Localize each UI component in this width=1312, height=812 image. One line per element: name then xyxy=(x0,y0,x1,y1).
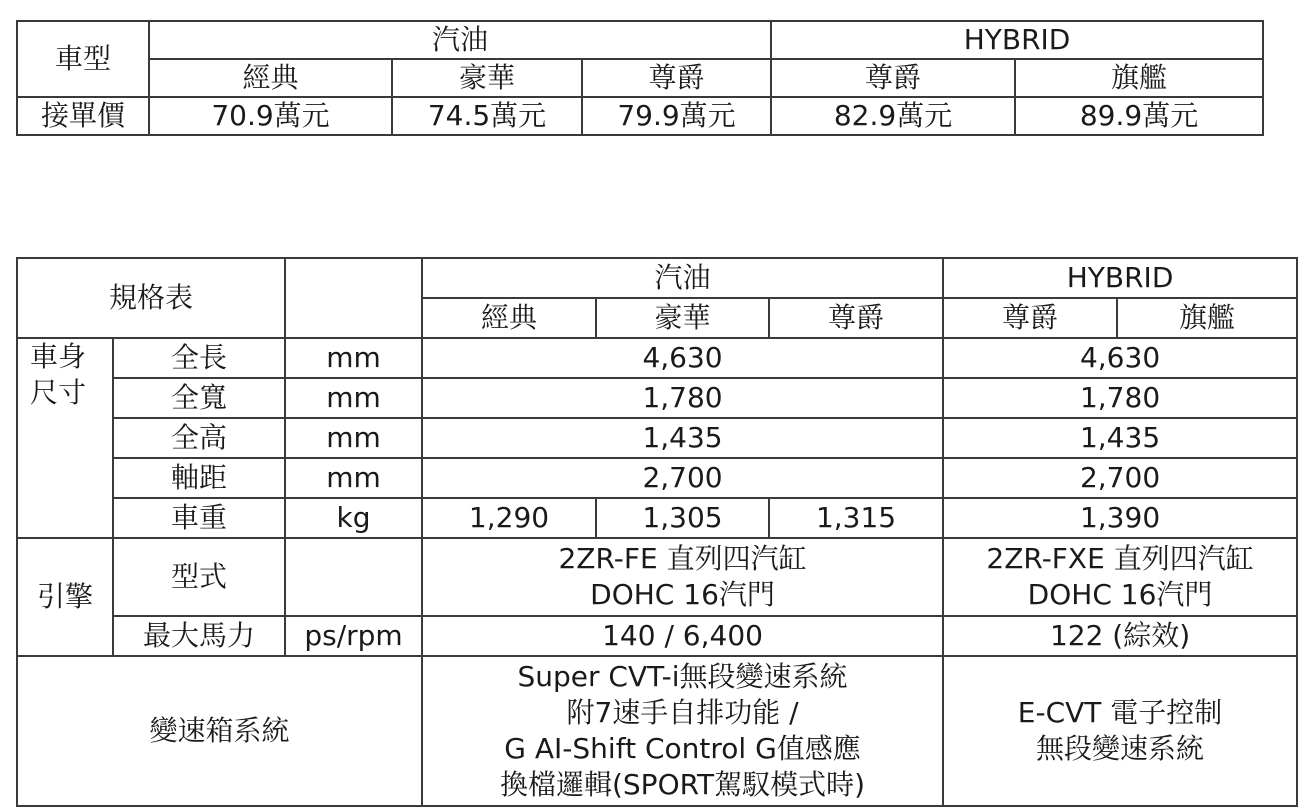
transmission-gasoline-line4: 換檔邏輯(SPORT駕馭模式時) xyxy=(499,768,866,801)
height-gasoline: 1,435 xyxy=(422,418,943,458)
transmission-hybrid-line1: E-CVT 電子控制 xyxy=(1017,696,1223,729)
length-label: 全長 xyxy=(113,338,285,378)
engine-type-unit xyxy=(285,538,422,616)
width-label: 全寬 xyxy=(113,378,285,418)
max-power-unit: ps/rpm xyxy=(285,616,422,656)
length-unit: mm xyxy=(285,338,422,378)
price-hybrid-premium: 82.9萬元 xyxy=(771,97,1015,135)
price-hybrid-flagship: 89.9萬元 xyxy=(1015,97,1263,135)
weight-classic: 1,290 xyxy=(422,498,596,538)
price-label: 接單價 xyxy=(17,97,149,135)
price-luxury: 74.5萬元 xyxy=(392,97,582,135)
spec-trim-hybrid-flagship: 旗艦 xyxy=(1117,298,1297,338)
price-table xyxy=(16,20,1264,136)
model-header: 車型 xyxy=(17,21,149,97)
length-gasoline: 4,630 xyxy=(422,338,943,378)
weight-luxury: 1,305 xyxy=(596,498,769,538)
transmission-gasoline-line2: 附7速手自排功能 / xyxy=(566,696,799,729)
engine-group: 引擎 xyxy=(17,538,113,656)
spec-hybrid-header: HYBRID xyxy=(943,258,1297,298)
trim-premium: 尊爵 xyxy=(582,59,771,97)
trim-luxury: 豪華 xyxy=(392,59,582,97)
width-hybrid: 1,780 xyxy=(943,378,1297,418)
price-classic: 70.9萬元 xyxy=(149,97,392,135)
transmission-gasoline-line3: G AI-Shift Control G值感應 xyxy=(504,732,861,765)
hybrid-header: HYBRID xyxy=(771,21,1263,59)
spec-gasoline-header: 汽油 xyxy=(422,258,943,298)
length-hybrid: 4,630 xyxy=(943,338,1297,378)
spec-title: 規格表 xyxy=(17,258,285,338)
engine-type-gasoline-line2: DOHC 16汽門 xyxy=(590,578,775,611)
height-hybrid: 1,435 xyxy=(943,418,1297,458)
engine-type-hybrid-line2: DOHC 16汽門 xyxy=(1027,578,1213,611)
weight-label: 車重 xyxy=(113,498,285,538)
width-unit: mm xyxy=(285,378,422,418)
weight-premium: 1,315 xyxy=(769,498,943,538)
wheelbase-hybrid: 2,700 xyxy=(943,458,1297,498)
weight-unit: kg xyxy=(285,498,422,538)
width-gasoline: 1,780 xyxy=(422,378,943,418)
trim-classic: 經典 xyxy=(149,59,392,97)
engine-type-label: 型式 xyxy=(113,538,285,616)
transmission-hybrid-line2: 無段變速系統 xyxy=(1036,732,1205,765)
trim-hybrid-premium: 尊爵 xyxy=(771,59,1015,97)
unit-header xyxy=(285,258,422,338)
body-size-group-line2: 尺寸 xyxy=(30,376,87,409)
height-label: 全高 xyxy=(113,418,285,458)
trim-hybrid-flagship: 旗艦 xyxy=(1015,59,1263,97)
price-premium: 79.9萬元 xyxy=(582,97,771,135)
transmission-label: 變速箱系統 xyxy=(17,656,422,806)
spec-trim-hybrid-premium: 尊爵 xyxy=(943,298,1117,338)
wheelbase-unit: mm xyxy=(285,458,422,498)
spec-trim-luxury: 豪華 xyxy=(596,298,769,338)
transmission-gasoline-line1: Super CVT-i無段變速系統 xyxy=(517,660,848,693)
transmission-hybrid xyxy=(943,656,1297,806)
weight-hybrid: 1,390 xyxy=(943,498,1297,538)
wheelbase-gasoline: 2,700 xyxy=(422,458,943,498)
spec-trim-premium: 尊爵 xyxy=(769,298,943,338)
engine-type-hybrid xyxy=(943,538,1297,616)
max-power-label: 最大馬力 xyxy=(113,616,285,656)
spec-table xyxy=(16,257,1298,807)
gasoline-header: 汽油 xyxy=(149,21,771,59)
engine-type-gasoline-line1: 2ZR-FE 直列四汽缸 xyxy=(558,542,807,575)
max-power-hybrid: 122 (綜效) xyxy=(943,616,1297,656)
max-power-gasoline: 140 / 6,400 xyxy=(422,616,943,656)
height-unit: mm xyxy=(285,418,422,458)
body-size-group-line1: 車身 xyxy=(30,340,87,373)
transmission-gasoline xyxy=(422,656,943,806)
engine-type-hybrid-line1: 2ZR-FXE 直列四汽缸 xyxy=(986,542,1254,575)
wheelbase-label: 軸距 xyxy=(113,458,285,498)
body-size-group xyxy=(17,338,113,538)
engine-type-gasoline xyxy=(422,538,943,616)
spec-trim-classic: 經典 xyxy=(422,298,596,338)
